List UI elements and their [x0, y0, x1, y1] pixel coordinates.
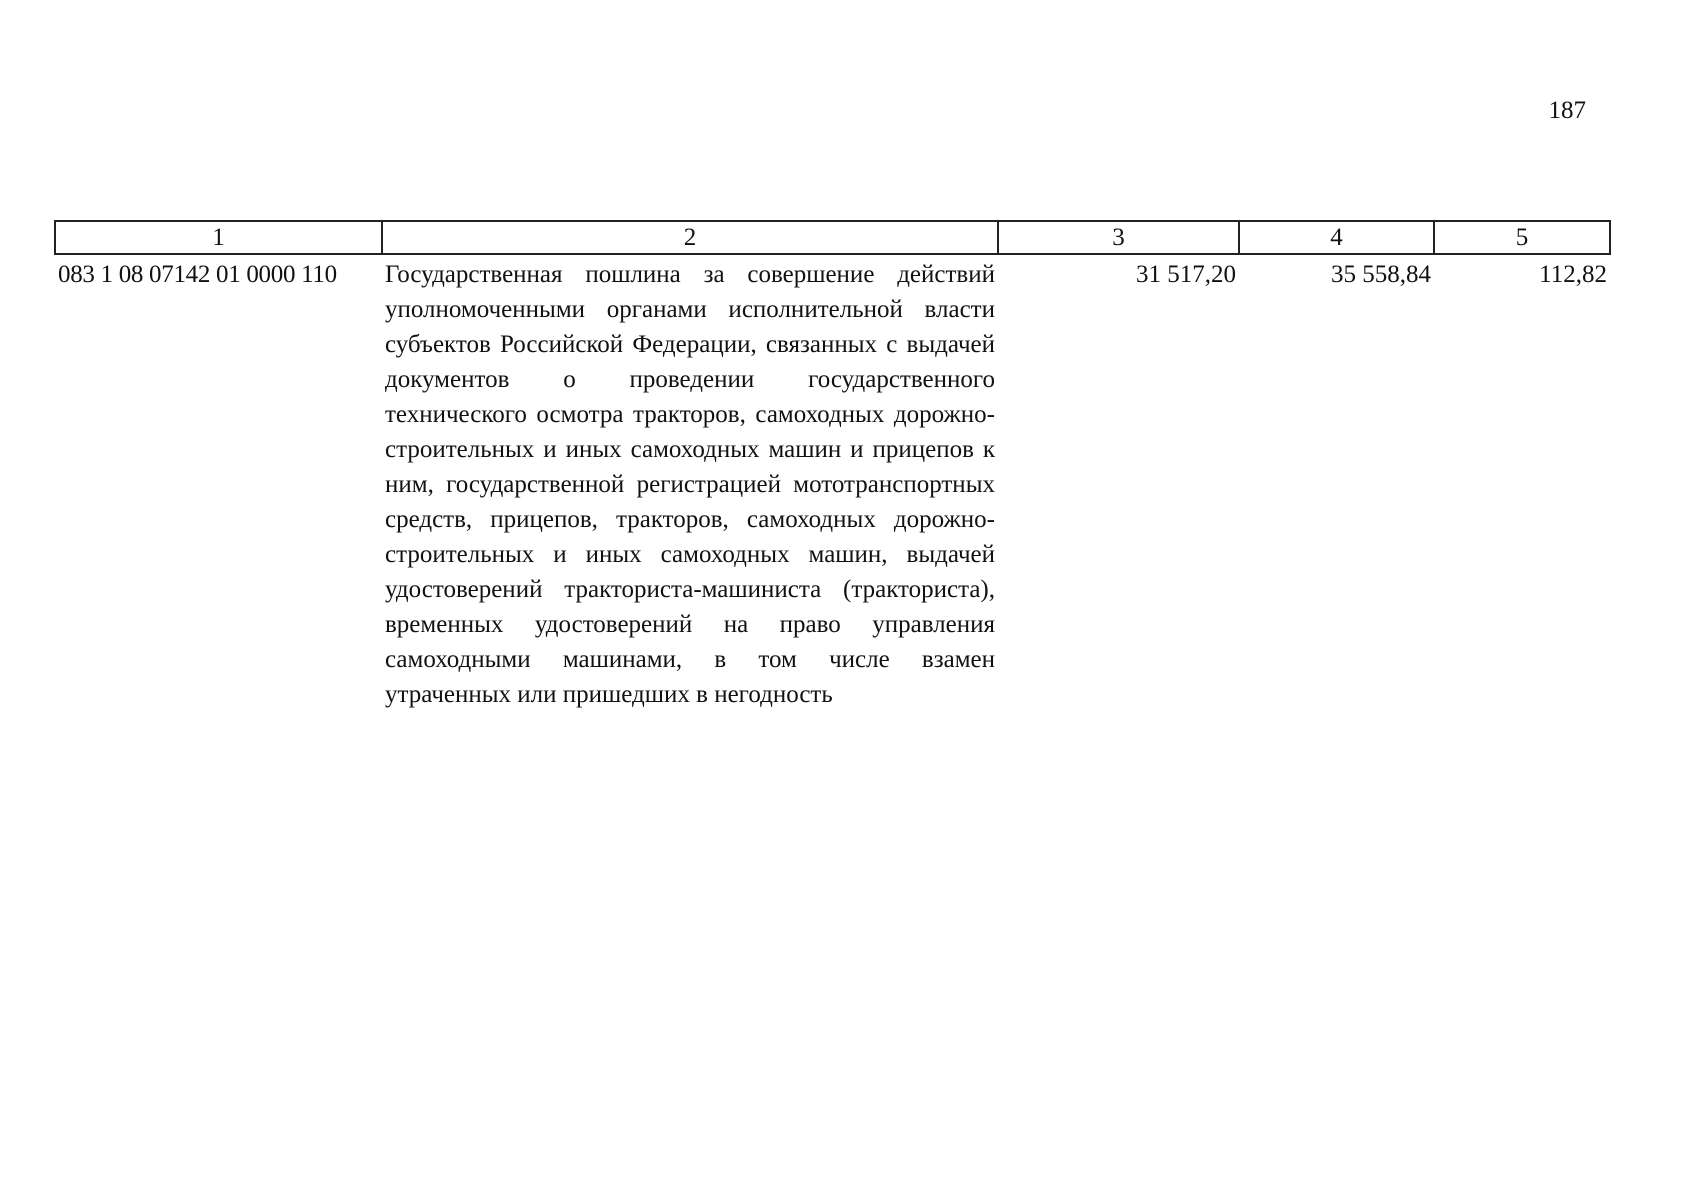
- table-row: [55, 254, 1610, 712]
- table-body: [55, 254, 1610, 712]
- header-row: [55, 221, 1610, 254]
- column-header-4: 4: [1239, 221, 1434, 254]
- page-number: 187: [1548, 97, 1586, 124]
- column-header-3: 3: [998, 221, 1239, 254]
- income-description: Государственная пошлина за совершение действий уполномоченными органами исполнительной власти субъектов Российской Федерации, связанных с выдачей документов о проведении государственного технического осмотра тракторов, самоходных дорожно-строительных и иных самоходных машин и прицепов к ним, государственной регистрацией мототранспортных средств, прицепов, тракторов, самоходных дорожно-строительных и иных самоходных машин, выдачей удостоверений тракториста-машиниста (тракториста), временных удостоверений на право управления самоходными машинами, в том числе взамен утраченных или пришедших в негодность: [385, 261, 995, 708]
- table-header: [55, 221, 1610, 254]
- value-column-3: 31 517,20: [1136, 261, 1236, 288]
- column-header-2: 2: [382, 221, 998, 254]
- budget-code: 083 1 08 07142 01 0000 110: [58, 261, 337, 288]
- value-column-5: 112,82: [1539, 261, 1607, 288]
- column-header-5: 5: [1434, 221, 1610, 254]
- value-column-4: 35 558,84: [1331, 261, 1431, 288]
- column-header-1: 1: [55, 221, 382, 254]
- budget-table: [54, 220, 1611, 712]
